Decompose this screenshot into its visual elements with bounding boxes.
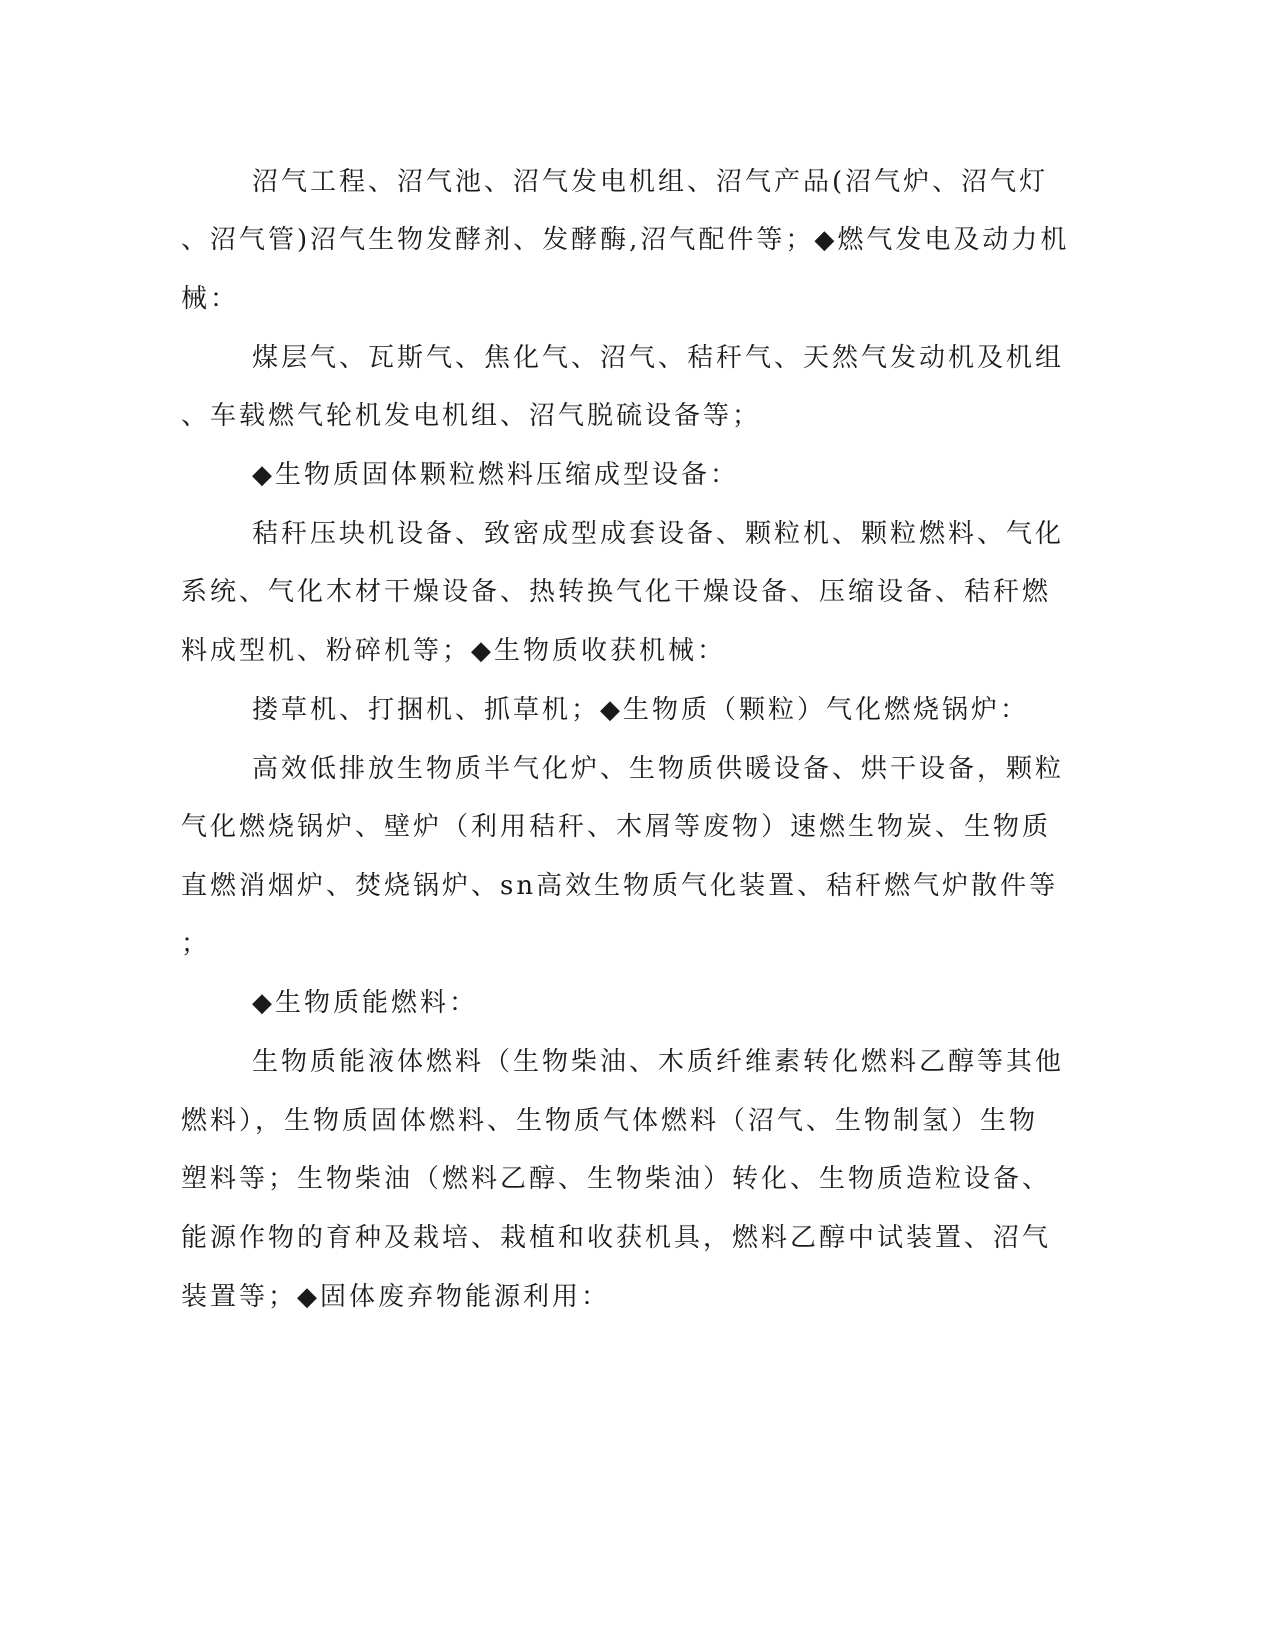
- text-line-14: ；: [181, 929, 211, 959]
- text-line-7: 秸秆压块机设备、致密成型成套设备、颗粒机、颗粒燃料、气化: [252, 519, 1065, 549]
- text-line-1: 沼气工程、沼气池、沼气发电机组、沼气产品(沼气炉、沼气灯: [252, 167, 1049, 197]
- text-line-9: 料成型机、粉碎机等；◆生物质收获机械：: [181, 636, 726, 666]
- text-line-13: 直燃消烟炉、焚烧锅炉、sn高效生物质气化装置、秸秆燃气炉散件等: [181, 871, 1059, 901]
- text-line-15: ◆生物质能燃料：: [252, 988, 478, 1018]
- text-line-20: 装置等；◆固体废弃物能源利用：: [181, 1282, 610, 1312]
- text-line-8: 系统、气化木材干燥设备、热转换气化干燥设备、压缩设备、秸秆燃: [181, 577, 1052, 607]
- text-line-5: 、车载燃气轮机发电机组、沼气脱硫设备等；: [181, 401, 762, 431]
- text-line-18: 塑料等；生物柴油（燃料乙醇、生物柴油）转化、生物质造粒设备、: [181, 1164, 1052, 1194]
- text-line-2: 、沼气管)沼气生物发酵剂、发酵酶,沼气配件等；◆燃气发电及动力机: [181, 225, 1070, 255]
- text-line-16: 生物质能液体燃料（生物柴油、木质纤维素转化燃料乙醇等其他: [252, 1047, 1065, 1077]
- text-line-6: ◆生物质固体颗粒燃料压缩成型设备：: [252, 460, 739, 490]
- text-line-12: 气化燃烧锅炉、壁炉（利用秸秆、木屑等废物）速燃生物炭、生物质: [181, 812, 1052, 842]
- text-line-19: 能源作物的育种及栽培、栽植和收获机具，燃料乙醇中试装置、沼气: [181, 1223, 1052, 1253]
- text-line-4: 煤层气、瓦斯气、焦化气、沼气、秸秆气、天然气发动机及机组: [252, 343, 1065, 373]
- text-line-10: 搂草机、打捆机、抓草机；◆生物质（颗粒）气化燃烧锅炉：: [252, 695, 1029, 725]
- text-line-17: 燃料），生物质固体燃料、生物质气体燃料（沼气、生物制氢）生物: [181, 1106, 1039, 1136]
- text-line-11: 高效低排放生物质半气化炉、生物质供暖设备、烘干设备，颗粒: [252, 754, 1065, 784]
- text-line-3: 械：: [181, 284, 240, 314]
